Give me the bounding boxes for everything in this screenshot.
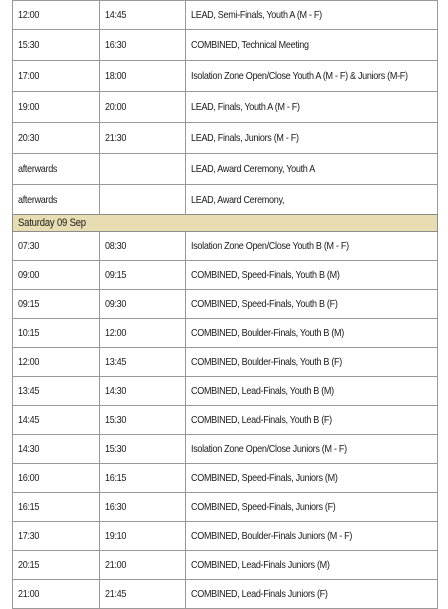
table-row bbox=[13, 493, 438, 522]
start-time-cell bbox=[13, 348, 100, 377]
event-text: LEAD, Finals, Juniors (M - F) bbox=[191, 132, 299, 144]
event-cell bbox=[186, 185, 438, 216]
end-time-cell bbox=[100, 348, 186, 377]
table-row bbox=[13, 319, 438, 348]
schedule-table-previous-day bbox=[12, 0, 438, 216]
end-time-cell bbox=[100, 464, 186, 493]
table-row bbox=[13, 377, 438, 406]
end-time-cell bbox=[100, 319, 186, 348]
start-time-cell bbox=[13, 464, 100, 493]
start-time-text: afterwards bbox=[18, 163, 58, 175]
end-time-cell bbox=[100, 290, 186, 319]
end-time-text: 16:30 bbox=[105, 501, 127, 513]
event-cell bbox=[186, 290, 438, 319]
event-text: COMBINED, Boulder-Finals Juniors (M - F) bbox=[191, 530, 353, 542]
start-time-cell bbox=[13, 61, 100, 92]
end-time-cell bbox=[100, 377, 186, 406]
table-row bbox=[13, 154, 438, 185]
schedule-table-body bbox=[13, 1, 438, 216]
table-row bbox=[13, 464, 438, 493]
start-time-text: 20:30 bbox=[18, 132, 40, 144]
schedule-table-saturday bbox=[12, 214, 438, 609]
event-cell bbox=[186, 319, 438, 348]
start-time-cell bbox=[13, 377, 100, 406]
start-time-cell bbox=[13, 1, 100, 30]
end-time-cell bbox=[100, 261, 186, 290]
end-time-text: 16:30 bbox=[105, 39, 127, 51]
start-time-text: 17:30 bbox=[18, 530, 40, 542]
schedule-table-body bbox=[13, 215, 438, 609]
start-time-cell bbox=[13, 261, 100, 290]
event-text: COMBINED, Technical Meeting bbox=[191, 39, 309, 51]
start-time-cell bbox=[13, 580, 100, 609]
event-cell bbox=[186, 551, 438, 580]
event-text: LEAD, Award Ceremony, bbox=[191, 194, 285, 206]
start-time-cell bbox=[13, 435, 100, 464]
start-time-text: afterwards bbox=[18, 194, 58, 206]
event-cell bbox=[186, 406, 438, 435]
event-text: COMBINED, Speed-Finals, Juniors (F) bbox=[191, 501, 336, 513]
start-time-cell bbox=[13, 92, 100, 123]
day-header-label: Saturday 09 Sep bbox=[18, 217, 86, 229]
end-time-cell bbox=[100, 1, 186, 30]
event-text: COMBINED, Speed-Finals, Juniors (M) bbox=[191, 472, 338, 484]
table-row bbox=[13, 123, 438, 154]
start-time-text: 16:15 bbox=[18, 501, 40, 513]
table-row bbox=[13, 406, 438, 435]
table-row bbox=[13, 92, 438, 123]
start-time-text: 19:00 bbox=[18, 101, 40, 113]
event-cell bbox=[186, 377, 438, 406]
end-time-cell bbox=[100, 435, 186, 464]
start-time-cell bbox=[13, 290, 100, 319]
event-text: COMBINED, Lead-Finals Juniors (F) bbox=[191, 588, 328, 600]
end-time-cell bbox=[100, 493, 186, 522]
day-header-row bbox=[13, 215, 438, 232]
event-text: Isolation Zone Open/Close Juniors (M - F) bbox=[191, 443, 347, 455]
start-time-cell bbox=[13, 30, 100, 61]
end-time-text: 14:45 bbox=[105, 9, 127, 21]
event-text: Isolation Zone Open/Close Youth A (M - F) & Juniors (M-F) bbox=[191, 70, 408, 82]
end-time-text: 13:45 bbox=[105, 356, 127, 368]
end-time-cell bbox=[100, 92, 186, 123]
event-cell bbox=[186, 435, 438, 464]
end-time-cell bbox=[100, 185, 186, 216]
event-cell bbox=[186, 493, 438, 522]
start-time-cell bbox=[13, 319, 100, 348]
end-time-text: 18:00 bbox=[105, 70, 127, 82]
end-time-cell bbox=[100, 123, 186, 154]
event-cell bbox=[186, 1, 438, 30]
start-time-text: 07:30 bbox=[18, 240, 40, 252]
end-time-cell bbox=[100, 232, 186, 261]
start-time-cell bbox=[13, 551, 100, 580]
event-cell bbox=[186, 123, 438, 154]
end-time-text: 21:30 bbox=[105, 132, 127, 144]
end-time-text: 09:30 bbox=[105, 298, 127, 310]
start-time-cell bbox=[13, 522, 100, 551]
event-text: LEAD, Award Ceremony, Youth A bbox=[191, 163, 315, 175]
end-time-text: 08:30 bbox=[105, 240, 127, 252]
end-time-cell bbox=[100, 406, 186, 435]
start-time-cell bbox=[13, 493, 100, 522]
event-cell bbox=[186, 261, 438, 290]
start-time-text: 15:30 bbox=[18, 39, 40, 51]
end-time-text: 12:00 bbox=[105, 327, 127, 339]
event-text: COMBINED, Lead-Finals, Youth B (F) bbox=[191, 414, 332, 426]
start-time-text: 14:45 bbox=[18, 414, 40, 426]
event-cell bbox=[186, 232, 438, 261]
event-cell bbox=[186, 348, 438, 377]
end-time-text: 21:45 bbox=[105, 588, 127, 600]
table-row bbox=[13, 348, 438, 377]
event-text: LEAD, Finals, Youth A (M - F) bbox=[191, 101, 300, 113]
end-time-text: 16:15 bbox=[105, 472, 127, 484]
end-time-cell bbox=[100, 30, 186, 61]
end-time-text: 19:10 bbox=[105, 530, 127, 542]
end-time-cell bbox=[100, 154, 186, 185]
event-cell bbox=[186, 522, 438, 551]
end-time-text: 20:00 bbox=[105, 101, 127, 113]
start-time-cell bbox=[13, 406, 100, 435]
event-text: COMBINED, Boulder-Finals, Youth B (F) bbox=[191, 356, 342, 368]
event-text: Isolation Zone Open/Close Youth B (M - F) bbox=[191, 240, 349, 252]
table-row bbox=[13, 185, 438, 216]
event-text: COMBINED, Speed-Finals, Youth B (F) bbox=[191, 298, 338, 310]
start-time-cell bbox=[13, 232, 100, 261]
end-time-text: 15:30 bbox=[105, 443, 127, 455]
table-row bbox=[13, 580, 438, 609]
table-row bbox=[13, 522, 438, 551]
event-text: COMBINED, Boulder-Finals, Youth B (M) bbox=[191, 327, 344, 339]
start-time-text: 21:00 bbox=[18, 588, 40, 600]
event-cell bbox=[186, 580, 438, 609]
event-text: COMBINED, Lead-Finals, Youth B (M) bbox=[191, 385, 334, 397]
event-cell bbox=[186, 464, 438, 493]
table-row bbox=[13, 61, 438, 92]
start-time-cell bbox=[13, 185, 100, 216]
end-time-cell bbox=[100, 551, 186, 580]
table-row bbox=[13, 261, 438, 290]
start-time-cell bbox=[13, 123, 100, 154]
table-row bbox=[13, 551, 438, 580]
start-time-text: 16:00 bbox=[18, 472, 40, 484]
table-row bbox=[13, 30, 438, 61]
end-time-text: 21:00 bbox=[105, 559, 127, 571]
end-time-cell bbox=[100, 61, 186, 92]
start-time-text: 09:15 bbox=[18, 298, 40, 310]
event-cell bbox=[186, 61, 438, 92]
event-cell bbox=[186, 92, 438, 123]
start-time-cell bbox=[13, 154, 100, 185]
end-time-text: 14:30 bbox=[105, 385, 127, 397]
start-time-text: 12:00 bbox=[18, 356, 40, 368]
start-time-text: 20:15 bbox=[18, 559, 40, 571]
event-cell bbox=[186, 154, 438, 185]
start-time-text: 14:30 bbox=[18, 443, 40, 455]
start-time-text: 17:00 bbox=[18, 70, 40, 82]
event-text: COMBINED, Speed-Finals, Youth B (M) bbox=[191, 269, 340, 281]
start-time-text: 12:00 bbox=[18, 9, 40, 21]
event-text: LEAD, Semi-Finals, Youth A (M - F) bbox=[191, 9, 322, 21]
table-row bbox=[13, 290, 438, 319]
table-row bbox=[13, 232, 438, 261]
day-header bbox=[13, 215, 438, 232]
event-cell bbox=[186, 30, 438, 61]
start-time-text: 10:15 bbox=[18, 327, 40, 339]
start-time-text: 13:45 bbox=[18, 385, 40, 397]
table-row bbox=[13, 435, 438, 464]
table-row bbox=[13, 1, 438, 30]
event-text: COMBINED, Lead-Finals Juniors (M) bbox=[191, 559, 330, 571]
start-time-text: 09:00 bbox=[18, 269, 40, 281]
end-time-text: 09:15 bbox=[105, 269, 127, 281]
end-time-cell bbox=[100, 580, 186, 609]
end-time-text: 15:30 bbox=[105, 414, 127, 426]
end-time-cell bbox=[100, 522, 186, 551]
